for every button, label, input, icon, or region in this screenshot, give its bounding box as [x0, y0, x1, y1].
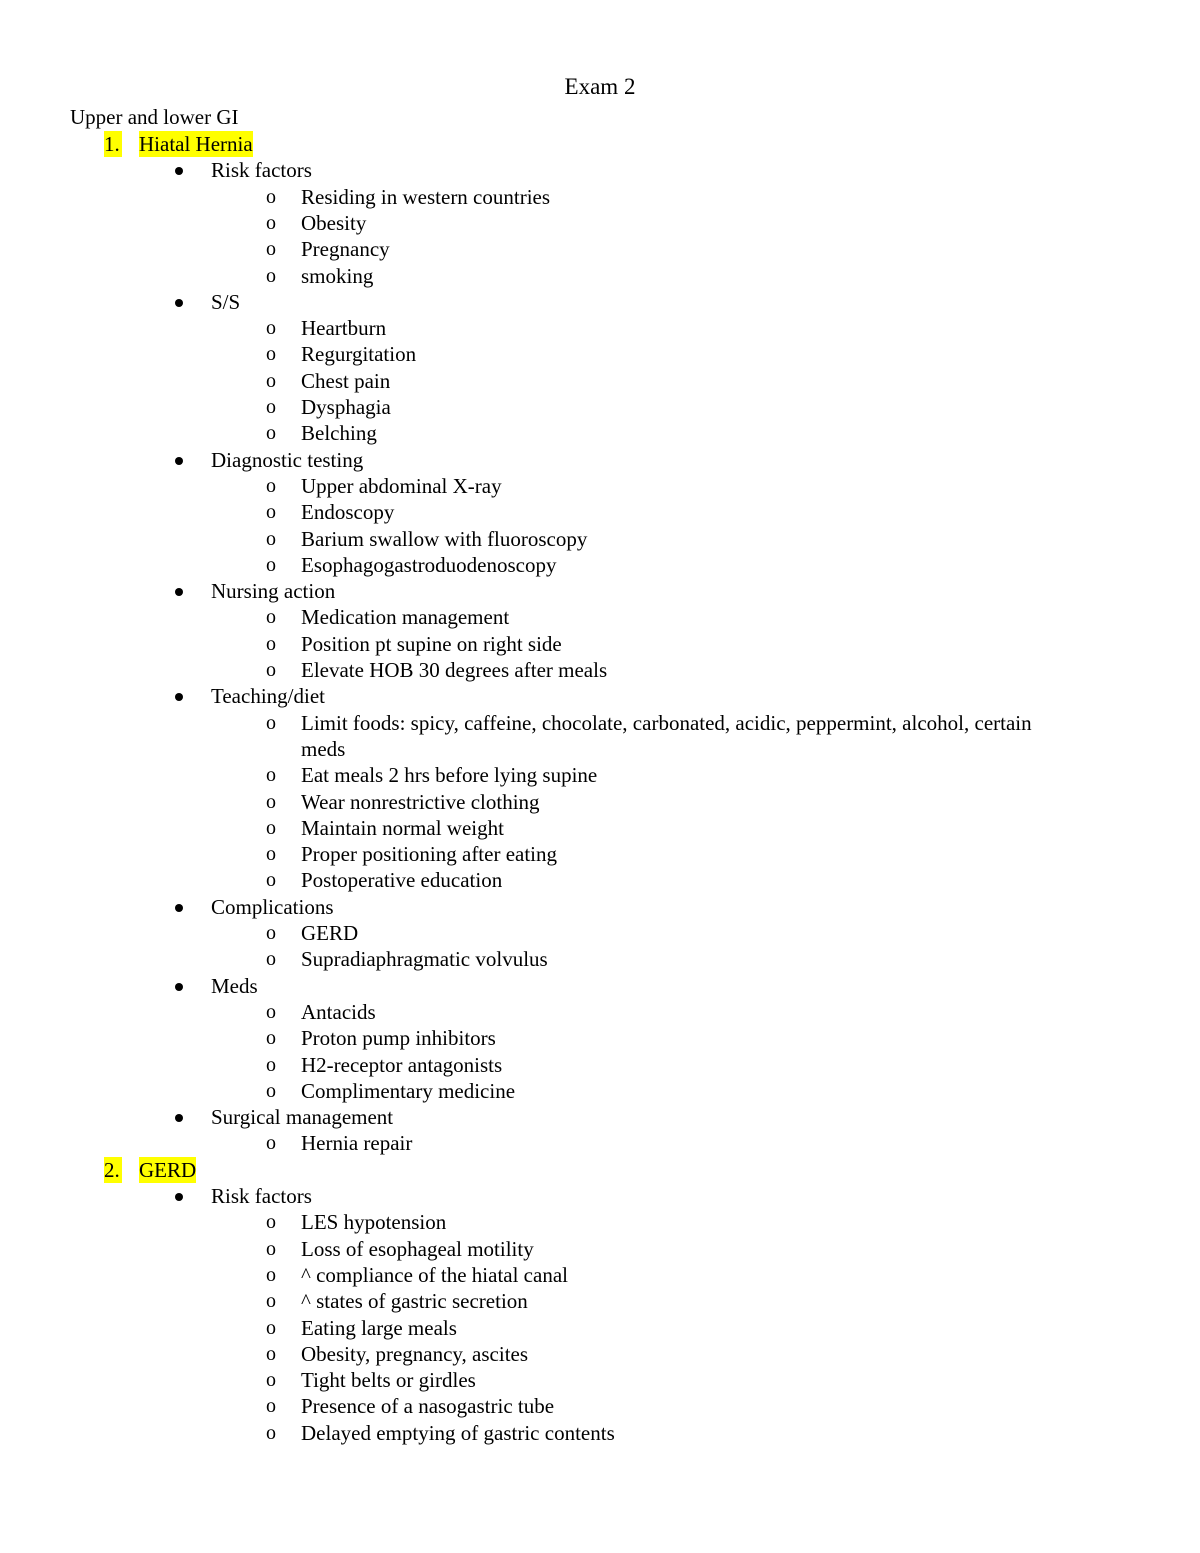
- list-item: Hernia repair: [301, 1131, 413, 1156]
- list-item-continuation: meds: [301, 736, 346, 761]
- group-label: Teaching/diet: [211, 684, 325, 709]
- list-item: Position pt supine on right side: [301, 631, 562, 656]
- sub-bullet-marker: o: [266, 369, 276, 392]
- sub-bullet-marker: o: [266, 317, 276, 340]
- bullet-marker: [175, 167, 183, 175]
- list-item: Presence of a nasogastric tube: [301, 1394, 555, 1419]
- sub-bullet-marker: o: [266, 1211, 276, 1234]
- group-label: Diagnostic testing: [211, 447, 364, 472]
- bullet-marker: [175, 588, 183, 596]
- sub-bullet-marker: o: [266, 422, 276, 445]
- sub-bullet-marker: o: [266, 1132, 276, 1155]
- sub-bullet-marker: o: [266, 1237, 276, 1260]
- sub-bullet-marker: o: [266, 816, 276, 839]
- sub-bullet-marker: o: [266, 1053, 276, 1076]
- group-label: Meds: [211, 973, 258, 998]
- sub-bullet-marker: o: [266, 474, 276, 497]
- group-label: Surgical management: [211, 1105, 394, 1130]
- list-item: LES hypotension: [301, 1210, 447, 1235]
- sub-bullet-marker: o: [266, 343, 276, 366]
- section-heading: Upper and lower GI: [70, 105, 239, 129]
- list-item: Elevate HOB 30 degrees after meals: [301, 658, 608, 682]
- sub-bullet-marker: o: [266, 1395, 276, 1418]
- bullet-marker: [175, 1193, 183, 1201]
- list-item: Regurgitation: [301, 342, 417, 367]
- list-item: Complimentary medicine: [301, 1078, 516, 1103]
- list-item: smoking: [301, 263, 374, 288]
- list-item: Proton pump inhibitors: [301, 1026, 496, 1051]
- bullet-marker: [175, 299, 183, 307]
- group-label: Risk factors: [211, 158, 312, 183]
- sub-bullet-marker: o: [266, 843, 276, 866]
- sub-bullet-marker: o: [266, 948, 276, 971]
- list-item: Upper abdominal X-ray: [301, 473, 502, 498]
- list-item: Residing in western countries: [301, 184, 551, 209]
- sub-bullet-marker: o: [266, 1290, 276, 1313]
- sub-bullet-marker: o: [266, 501, 276, 524]
- list-item: Barium swallow with fluoroscopy: [301, 526, 588, 551]
- list-item: Heartburn: [301, 316, 387, 341]
- sub-bullet-marker: o: [266, 1342, 276, 1365]
- list-item: Delayed emptying of gastric contents: [301, 1420, 615, 1445]
- list-item: Endoscopy: [301, 500, 395, 525]
- sub-bullet-marker: o: [266, 790, 276, 813]
- list-item: Obesity, pregnancy, ascites: [301, 1341, 529, 1366]
- group-label: Nursing action: [211, 579, 336, 604]
- list-item: Dysphagia: [301, 395, 391, 419]
- topic-title: Hiatal Hernia: [139, 132, 253, 156]
- topic-title: GERD: [139, 1157, 197, 1182]
- sub-bullet-marker: o: [266, 659, 276, 681]
- list-item: Tight belts or girdles: [301, 1368, 476, 1393]
- sub-bullet-marker: o: [266, 1369, 276, 1392]
- list-item: Eat meals 2 hrs before lying supine: [301, 763, 598, 788]
- list-item: Antacids: [301, 999, 376, 1024]
- list-item: Chest pain: [301, 368, 391, 393]
- sub-bullet-marker: o: [266, 211, 276, 234]
- sub-bullet-marker: o: [266, 711, 276, 734]
- sub-bullet-marker: o: [266, 1027, 276, 1050]
- sub-bullet-marker: o: [266, 185, 276, 208]
- sub-bullet-marker: o: [266, 764, 276, 787]
- list-item: ^ states of gastric secretion: [301, 1289, 528, 1314]
- document-title: Exam 2: [564, 74, 636, 99]
- list-item: Medication management: [301, 605, 510, 630]
- list-item: Belching: [301, 421, 377, 446]
- bullet-marker: [175, 1114, 183, 1122]
- list-item: Postoperative education: [301, 868, 503, 893]
- topic-number: 1.: [104, 132, 120, 156]
- sub-bullet-marker: o: [266, 606, 276, 629]
- sub-bullet-marker: o: [266, 553, 276, 576]
- list-item: Limit foods: spicy, caffeine, chocolate, carbonated, acidic, peppermint, alcohol, certain: [301, 710, 1032, 735]
- sub-bullet-marker: o: [266, 238, 276, 261]
- sub-bullet-marker: o: [266, 632, 276, 655]
- group-label: Risk factors: [211, 1184, 312, 1208]
- sub-bullet-marker: o: [266, 1421, 276, 1444]
- bullet-marker: [175, 457, 183, 465]
- list-item: Proper positioning after eating: [301, 842, 558, 867]
- sub-bullet-marker: o: [266, 1316, 276, 1339]
- list-item: Loss of esophageal motility: [301, 1236, 534, 1261]
- list-item: ^ compliance of the hiatal canal: [301, 1262, 568, 1287]
- list-item: Eating large meals: [301, 1315, 457, 1340]
- sub-bullet-marker: o: [266, 869, 276, 892]
- bullet-marker: [175, 693, 183, 701]
- sub-bullet-marker: o: [266, 396, 276, 418]
- bullet-marker: [175, 904, 183, 912]
- sub-bullet-marker: o: [266, 527, 276, 550]
- group-label: S/S: [211, 289, 241, 314]
- group-label: Complications: [211, 894, 334, 919]
- list-item: Wear nonrestrictive clothing: [301, 789, 540, 814]
- sub-bullet-marker: o: [266, 1263, 276, 1286]
- sub-bullet-marker: o: [266, 1000, 276, 1023]
- list-item: H2-receptor antagonists: [301, 1052, 503, 1077]
- list-item: Maintain normal weight: [301, 815, 504, 840]
- sub-bullet-marker: o: [266, 1079, 276, 1102]
- sub-bullet-marker: o: [266, 922, 276, 944]
- list-item: Supradiaphragmatic volvulus: [301, 947, 548, 972]
- list-item: Pregnancy: [301, 237, 390, 262]
- list-item: Esophagogastroduodenoscopy: [301, 552, 557, 577]
- bullet-marker: [175, 983, 183, 991]
- topic-number: 2.: [104, 1157, 120, 1182]
- sub-bullet-marker: o: [266, 264, 276, 287]
- list-item: Obesity: [301, 210, 367, 235]
- list-item: GERD: [301, 921, 359, 945]
